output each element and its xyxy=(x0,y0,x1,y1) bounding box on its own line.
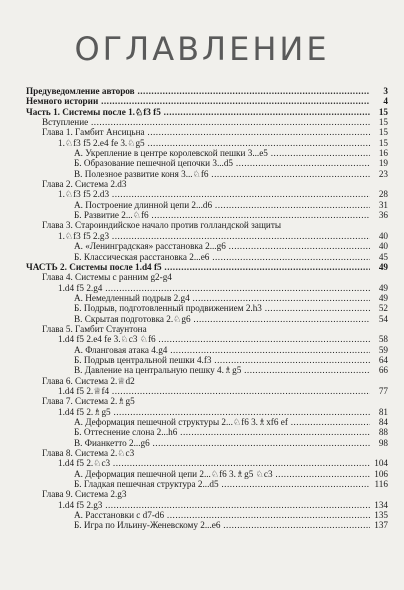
toc-entry xyxy=(26,417,388,427)
toc-entry-title: Часть 1. Системы после 1.♘f3 f5 ..... xyxy=(26,107,370,117)
toc-entry-page: 98 xyxy=(370,438,388,448)
toc-entry xyxy=(26,489,388,499)
toc-entry xyxy=(26,314,388,324)
toc-entry-title: Б. Образование пешечной цепочки 3...d5 ..... xyxy=(74,158,370,168)
toc-entry xyxy=(26,324,388,334)
toc-entry-page: 54 xyxy=(370,314,388,324)
toc-entry-page: 77 xyxy=(370,386,388,396)
toc-entry-page: 15 xyxy=(370,117,388,127)
toc-entry-page: 49 xyxy=(370,283,388,293)
toc-entry-title: А. «Ленинградская» расстановка 2...g6 ..... xyxy=(74,241,370,251)
toc-entry xyxy=(26,127,388,137)
toc-entry xyxy=(26,293,388,303)
toc-entry-title: 1.d4 f5 2.g3 ..... xyxy=(58,500,370,510)
toc-entry xyxy=(26,210,388,220)
toc-entry-title: 1.♘f3 f5 2.d3 ..... xyxy=(58,189,370,199)
page-title: ОГЛАВЛЕНИЕ xyxy=(74,30,330,68)
toc-entry-title: Глава 8. Система 2.♘c3 xyxy=(42,448,135,459)
toc-entry xyxy=(26,96,388,106)
toc-entry-title: В. Фианкетто 2...g6 ..... xyxy=(74,438,370,448)
toc-entry-title: А. Деформация пешечной структуры 2...♘f6 3.♗xf6 ef ..... xyxy=(74,417,370,427)
toc-entry xyxy=(26,376,388,386)
toc-entry-title: Б. Развитие 2...♘f6 ..... xyxy=(74,210,370,220)
toc-entry-page: 28 xyxy=(370,189,388,199)
toc-entry xyxy=(26,158,388,168)
toc-entry xyxy=(26,386,388,396)
toc-entry xyxy=(26,220,388,230)
toc-entry-page: 45 xyxy=(370,252,388,262)
toc-entry-page: 66 xyxy=(370,365,388,375)
toc-entry xyxy=(26,438,388,448)
toc-entry-title: Б. Гладкая пешечная структура 2...d5 ..... xyxy=(74,479,370,489)
toc-entry xyxy=(26,117,388,127)
toc-entry-title: Предуведомление авторов ..... xyxy=(26,86,370,96)
toc-entry xyxy=(26,407,388,417)
toc-entry-page: 3 xyxy=(370,86,388,96)
toc-entry xyxy=(26,500,388,510)
toc-entry xyxy=(26,448,388,458)
toc-entry-title: Глава 3. Староиндийское начало против голландской защиты xyxy=(42,220,282,231)
toc-entry-page: 106 xyxy=(370,469,388,479)
toc-entry xyxy=(26,345,388,355)
toc-entry-page: 16 xyxy=(370,148,388,158)
toc-entry-page: 15 xyxy=(370,138,388,148)
toc-entry-title: 1.d4 f5 2.♘c3 ..... xyxy=(58,458,370,468)
toc-entry-title: Глава 5. Гамбит Стаунтона xyxy=(42,323,147,334)
toc-entry-title: Б. Подрыв, подготовленный продвижением 2.h3 ..... xyxy=(74,303,370,313)
toc-entry xyxy=(26,272,388,282)
toc-entry xyxy=(26,334,388,344)
toc-entry-title: Глава 6. Система 2.♕d2 xyxy=(42,375,135,386)
toc-entry-page: 59 xyxy=(370,345,388,355)
toc-entry xyxy=(26,148,388,158)
toc-entry-page: 84 xyxy=(370,417,388,427)
toc-entry xyxy=(26,469,388,479)
toc-entry-title: Б. Игра по Ильину-Женевскому 2...e6 ..... xyxy=(74,520,370,530)
toc-entry-title: Глава 4. Системы с ранним g2-g4 xyxy=(42,272,172,283)
toc-entry-title: 1.♘f3 f5 2.e4 fe 3.♘g5 ..... xyxy=(58,138,370,148)
toc-entry xyxy=(26,200,388,210)
toc-entry xyxy=(26,355,388,365)
toc-entry-title: 1.d4 f5 2.♗g5 ..... xyxy=(58,407,370,417)
toc-entry-page: 137 xyxy=(370,520,388,530)
toc-entry-title: Б. Подрыв центральной пешки 4.f3 ..... xyxy=(74,355,370,365)
toc-entry xyxy=(26,189,388,199)
toc-entry xyxy=(26,396,388,406)
toc-entry-title: 1.♘f3 f5 2.g3 ..... xyxy=(58,231,370,241)
toc-entry xyxy=(26,86,388,96)
toc-entry-title: В. Скрытая подготовка 2.♘g6 ..... xyxy=(74,314,370,324)
toc-entry-page: 40 xyxy=(370,231,388,241)
toc-entry-page: 134 xyxy=(370,500,388,510)
toc-entry-page: 52 xyxy=(370,303,388,313)
toc-entry-title: В. Давление на центральную пешку 4.♗g5 ..... xyxy=(74,365,370,375)
toc-entry xyxy=(26,241,388,251)
toc-entry-title: А. Расстановки с d7-d6 ..... xyxy=(74,510,370,520)
toc-entry-title: 1.d4 f5 2.♕f4 ..... xyxy=(58,386,370,396)
toc-entry-title: А. Немедленный подрыв 2.g4 ..... xyxy=(74,293,370,303)
toc-entry xyxy=(26,427,388,437)
toc-entry xyxy=(26,262,388,272)
toc-entry-page: 23 xyxy=(370,169,388,179)
toc-entry-page: 49 xyxy=(370,262,388,272)
toc-entry xyxy=(26,231,388,241)
toc-entry-page: 49 xyxy=(370,293,388,303)
toc-entry xyxy=(26,520,388,530)
toc-entry-title: Глава 2. Система 2.d3 xyxy=(42,179,127,190)
toc-entry-title: 1.d4 f5 2.e4 fe 3.♘c3 ♘f6 ..... xyxy=(58,334,370,344)
toc-entry-title: 1.d4 f5 2.g4 ..... xyxy=(58,283,370,293)
toc-entry-title: Б. Оттеснение слона 2...h6 ..... xyxy=(74,427,370,437)
toc-entry xyxy=(26,283,388,293)
toc-entry-title: Глава 7. Система 2.♗g5 xyxy=(42,396,135,407)
toc-entry xyxy=(26,458,388,468)
toc-entry-page: 40 xyxy=(370,241,388,251)
toc-entry-title: ЧАСТЬ 2. Системы после 1.d4 f5 ..... xyxy=(26,262,370,272)
toc-entry-title: Глава 9. Система 2.g3 xyxy=(42,489,127,500)
toc-entry xyxy=(26,479,388,489)
toc-entry xyxy=(26,169,388,179)
toc-entry xyxy=(26,365,388,375)
toc-entry-title: Вступление ..... xyxy=(42,117,370,127)
toc-entry-title: А. Укрепление в центре королевской пешки 3...e5 ..... xyxy=(74,148,370,158)
toc-entry-page: 88 xyxy=(370,427,388,437)
toc-entry-page: 4 xyxy=(370,96,388,106)
toc-entry-page: 19 xyxy=(370,158,388,168)
toc-entry-page: 104 xyxy=(370,458,388,468)
toc-entry-page: 15 xyxy=(370,127,388,137)
toc-entry-title: В. Полезное развитие коня 3...♘f6 ..... xyxy=(74,169,370,179)
toc-entry xyxy=(26,510,388,520)
toc-entry-title: Немного истории ..... xyxy=(26,96,370,106)
toc-entry-page: 81 xyxy=(370,407,388,417)
toc-entry-title: А. Построение длинной цепи 2...d6 ..... xyxy=(74,200,370,210)
toc-entry-page: 58 xyxy=(370,334,388,344)
toc-entry-title: А. Фланговая атака 4.g4 ..... xyxy=(74,345,370,355)
toc-entry-page: 36 xyxy=(370,210,388,220)
toc-entry-page: 116 xyxy=(370,479,388,489)
toc-entry xyxy=(26,179,388,189)
toc-entry xyxy=(26,138,388,148)
toc-entry xyxy=(26,107,388,117)
toc-entry xyxy=(26,303,388,313)
toc-entry-page: 15 xyxy=(370,107,388,117)
toc-entry-page: 135 xyxy=(370,510,388,520)
table-of-contents xyxy=(26,86,388,531)
toc-entry-page: 31 xyxy=(370,200,388,210)
toc-entry-title: А. Деформация пешечной цепи 2...♘f6 3.♗g5 ♘c3 ..... xyxy=(74,469,370,479)
toc-entry xyxy=(26,252,388,262)
toc-entry-page: 64 xyxy=(370,355,388,365)
toc-entry-title: Б. Классическая расстановка 2...e6 ..... xyxy=(74,252,370,262)
toc-entry-title: Глава 1. Гамбит Ансицьна ..... xyxy=(42,127,370,137)
